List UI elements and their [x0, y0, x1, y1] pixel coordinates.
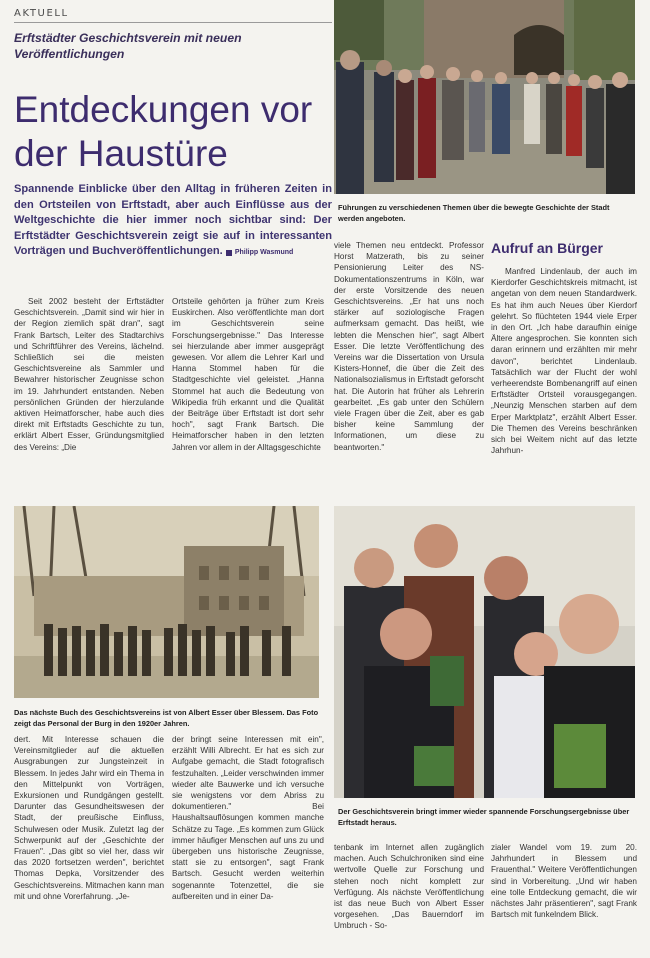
text-column-7: tenbank im Internet allen zugänglich machen. Auch Schulchroniken sind eine wertvolle Quelle zur Forschung und stehen noch nicht komplett zur Verfügung. Als nächste Veröffentlichung ist das neue Buch von Albert Esser vorgesehen. „Das Bauerndorf im Umbruch - So-: [334, 843, 484, 931]
historic-photo-caption: Das nächste Buch des Geschichtsvereins ist von Albert Esser über Blessem. Das Foto zeigt das Personal der Burg in den 1920er Jahren.: [14, 708, 319, 728]
subheadline: Erftstädter Geschichtsverein mit neuen Veröffentlichungen: [14, 31, 242, 61]
byline-square-icon: [226, 250, 232, 256]
text-column-8: zialer Wandel vom 19. zum 20. Jahrhundert in Blessem und Frauenthal." Weitere Veröffentlichungen sind in Vorbereitung. „Und wir haben eine tolle Entdeckung gemacht, die wir nächstes Jahr präsentieren", sagt Frank Bartsch mit funkelndem Blick.: [491, 843, 637, 920]
lead-text: Spannende Einblicke über den Alltag in früheren Zeiten in den Ortsteilen von Erftstadt, aber auch Einflüsse aus der Weltgeschichte die hier immer noch sichtbar sind: Der Erftstädter Geschichtsverein zeigt sie auf in interessanten Vorträgen und Buchveröffentlichungen.: [14, 183, 332, 258]
group-photo: [334, 506, 635, 798]
group-photo-caption: Der Geschichtsverein bringt immer wieder spannende Forschungsergebnisse über Erftstadt heraus.: [338, 807, 630, 827]
byline: [226, 249, 293, 256]
text-column-1: Seit 2002 besteht der Erftstädter Geschichtsverein. „Damit sind wir hier in der Region ziemlich spät dran", sagt Frank Bartsch, Leiter des Stadtarchivs und Schriftführer des Vereins, lächelnd. Schließlich sei die meisten Geschichtsvereine als Sammler und Bewahrer historischer Zeugnisse schon im 19. Jahrhundert entstanden. Neben persönlichen Gründen der hierzulande aktiven Heimatforscher, habe auch dies direkt mit Erftstadts Geschichte zu tun, erklärt Albert Esser, Gründungsmitglied des Vereins: „Die: [14, 297, 164, 452]
group-photo-image: [334, 506, 635, 798]
section-rule: [14, 22, 332, 23]
text-column-6: der bringt seine Interessen mit ein", erzählt Willi Albrecht. Er hat es sich zur Aufgabe gemacht, die Stadt fotografisch festzuhalten. „Leider verschwinden immer wieder alte Bauwerke und ich versuche sie wenigstens vor dem Abriss zu dokumentieren." Bei Haushaltsauflösungen kommen manche Schätze zu Tage. „Es kommen zum Glück immer häufiger Menschen auf uns zu und übergeben uns historische Zeugnisse, statt sie zu entsorgen", sagt Frank Bartsch. Gesucht werden weiterhin sogenannte Totenzettel, die sie aufbereiten und in einer Da-: [172, 735, 324, 901]
historic-photo: [14, 506, 319, 698]
section-tag: AKTUELL: [14, 8, 69, 19]
lead-paragraph: [14, 182, 332, 261]
headline: Entdeckungen vor der Haustüre: [14, 89, 313, 174]
tour-photo-caption: Führungen zu verschiedenen Themen über die bewegte Geschichte der Stadt werden angeboten.: [338, 203, 610, 223]
text-column-4: Manfred Lindenlaub, der auch im Kierdorfer Geschichtskreis mitmacht, ist angetan von dem neuen Standardwerk. Es hat ihm auch Neues über Kierdorf gelehrt. So flüchteten 1944 viele Erper in den Ort. „Ich habe daraufhin einige Ältere angesprochen. Sie konnten sich daran erinnern und erzählten mir mehr davon", berichtet Lindenlaub. Tatsächlich war der Flucht der wohl verheerendste Bombenangriff auf einen Erftstädter Ortsteil vorausgegangen. „Neunzig Menschen starben auf dem Erper Marktplatz", erzählt Albert Esser. Die Themen des Vereins beschränken sich bei Weitem nicht auf das letzte Jahrhun-: [491, 267, 637, 456]
historic-photo-image: [14, 506, 319, 698]
text-column-3: viele Themen neu entdeckt. Professor Horst Matzerath, bis zu seiner Pensionierung Leiter des NS-Dokumentationszentrums in Köln, war der erste Vorsitzende des neuen Geschichtsvereins. „Er hat uns noch stärker auf soziologische Fragen aufmerksam gemacht. Das heißt, wie lebten die Menschen hier", sagt Albert Esser. Die letzte Veröffentlichung des Vereins war die Dissertation von Ursula Kisters-Honnef, die über die Zeit des Nationalsozialismus in Erftstadt geforscht hat. Die Autorin hat früher als Lehrerin gearbeitet. „Es gab unter den Schülern viele Fragen über die Zeit, aber es gab bisher keine Sammlung der Informationen, um diese zu beantworten.": [334, 241, 484, 452]
tour-photo-image: [334, 0, 635, 194]
text-column-2: Ortsteile gehörten ja früher zum Kreis Euskirchen. Also veröffentlichte man dort im Geschichtsverein seine Forschungsergebnisse." Das Interesse sei hierzulande aber immer ausgeprägt gewesen. Vor allem die Lehrer Karl und Hanna Stommel haben für die Stadtgeschichte viel geleistet. „Hanna Stommel hat auch die Bedeutung von Wikipedia früh erkannt und die Qualität der Beiträge über Erftstadt ist dort sehr hoch", sagt Frank Bartsch. Die Heimatforscher haben in den letzten Jahren vor allem in der Alltagsgeschichte: [172, 297, 324, 452]
text-column-5: dert. Mit Interesse schauen die Vereinsmitglieder auf die aktuellen Ausgrabungen zur Jungsteinzeit in Blessem. In jedes Jahr wird ein Thema in den Mittelpunkt von Vorträgen, Exkursionen und Rundgängen gestellt. Darunter das Gesundheitswesen der Stadt, der preußische Einfluss, Schulwesen oder Musik. Zuletzt lag der Schwerpunkt auf der „Geschichte der Frauen". „Das gibt so viel her, dass wir das 2020 fortsetzen werden", berichtet Thomas Depka, Vorsitzender des Geschichtsvereins. Mitmachen kann man mit und ohne Vorerfahrung. „Je-: [14, 735, 164, 901]
tour-photo: [334, 0, 635, 194]
byline-author: Philipp Wasmund: [234, 249, 294, 257]
box-heading: Aufruf an Bürger: [491, 240, 603, 256]
